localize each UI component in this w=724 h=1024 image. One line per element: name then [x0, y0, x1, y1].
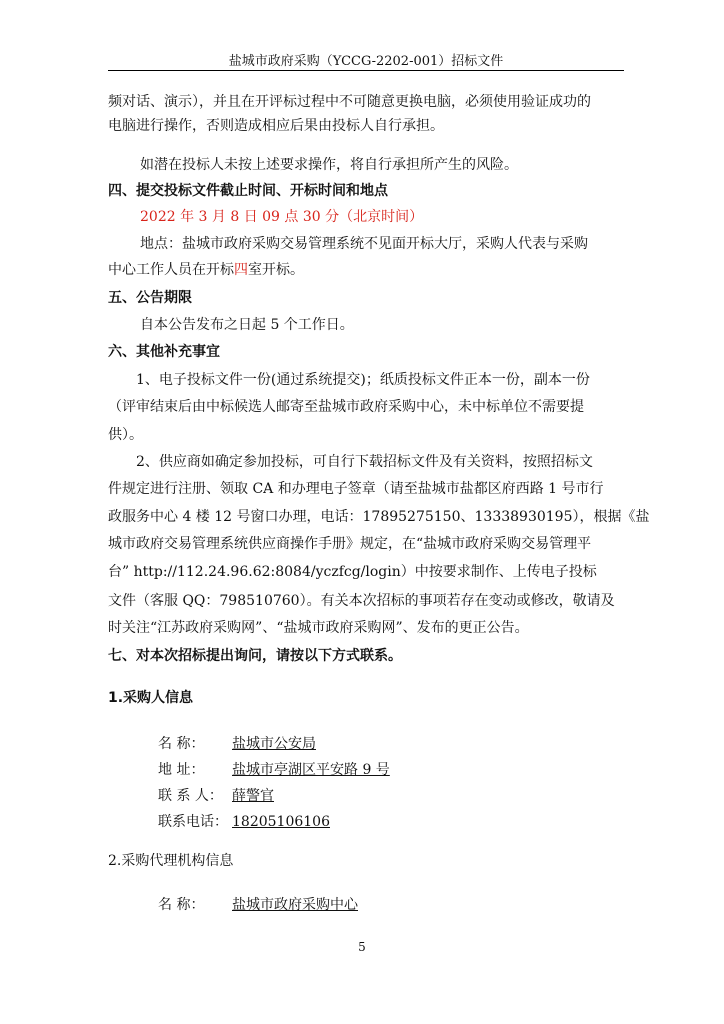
purchaser-heading: 1.采购人信息 — [108, 690, 194, 706]
purchaser-phone-row — [158, 814, 330, 830]
section-6-item-2-line-1: 2、供应商如确定参加投标，可自行下载招标文件及有关资料，按照招标文 — [136, 454, 593, 470]
section-7-heading: 七、对本次招标提出询问，请按以下方式联系。 — [108, 648, 402, 664]
section-6-item-1-line-3: 供）。 — [108, 427, 143, 443]
section-4-datetime: 2022 年 3 月 8 日 09 点 30 分（北京时间） — [140, 209, 424, 225]
section-6-item-1-line-1: 1、电子投标文件一份(通过系统提交)；纸质投标文件正本一份，副本一份 — [136, 372, 590, 388]
intro-line-2: 电脑进行操作，否则造成相应后果由投标人自行承担。 — [108, 118, 444, 134]
purchaser-name-row — [158, 736, 316, 752]
purchaser-contact-row — [158, 788, 274, 804]
section-6-item-1-line-2: （评审结束后由中标候选人邮寄至盐城市政府采购中心，未中标单位不需要提 — [108, 399, 584, 415]
section-6-item-2-line-2: 件规定进行注册、领取 CA 和办理电子签章（请至盐城市盐都区府西路 1 号市行 — [108, 481, 604, 497]
section-6-heading: 六、其他补充事宜 — [108, 344, 220, 360]
agency-name-label: 名 称： — [158, 897, 205, 913]
section-5-text: 自本公告发布之日起 5 个工作日。 — [140, 317, 354, 333]
agency-name-value: 盐城市政府采购中心 — [232, 897, 358, 913]
intro-line-3: 如潜在投标人未按上述要求操作，将自行承担所产生的风险。 — [140, 157, 518, 173]
section-4-location-line-2 — [108, 262, 304, 278]
purchaser-address-value: 盐城市亭湖区平安路 9 号 — [232, 762, 390, 778]
section-6-item-2-line-7: 时关注“江苏政府采购网”、“盐城市政府采购网”、发布的更正公告。 — [108, 620, 529, 636]
section-4-location-line-1: 地点：盐城市政府采购交易管理系统不见面开标大厅，采购人代表与采购 — [140, 236, 588, 252]
agency-heading: 2.采购代理机构信息 — [108, 853, 234, 869]
location-room-number: 四 — [234, 262, 248, 278]
section-6-item-2-line-3: 政服务中心 4 楼 12 号窗口办理，电话：17895275150、13338930195），根据《盐 — [108, 509, 650, 525]
section-6-item-2-line-6: 文件（客服 QQ：798510760）。有关本次招标的事项若存在变动或修改，敬请及 — [108, 593, 615, 609]
purchaser-name-value: 盐城市公安局 — [232, 736, 316, 752]
section-4-heading: 四、提交投标文件截止时间、开标时间和地点 — [108, 183, 388, 199]
purchaser-address-row — [158, 762, 390, 778]
section-5-heading: 五、公告期限 — [108, 290, 192, 306]
purchaser-phone-label: 联系电话： — [158, 814, 228, 830]
purchaser-contact-value: 薛警官 — [232, 788, 274, 804]
purchaser-contact-label: 联 系 人： — [158, 788, 223, 804]
agency-name-row — [158, 897, 358, 913]
page-number: 5 — [358, 940, 366, 954]
purchaser-phone-value: 18205106106 — [232, 814, 330, 830]
page-header-title: 盐城市政府采购（YCCG-2202-001）招标文件 — [228, 54, 504, 69]
location-text-a: 中心工作人员在开标 — [108, 262, 234, 278]
section-6-item-2-line-5: 台” http://112.24.96.62:8084/yczfcg/login）中按要求制作、上传电子投标 — [108, 564, 597, 580]
purchaser-name-label: 名 称： — [158, 736, 205, 752]
header-divider — [108, 70, 624, 71]
section-6-item-2-line-4: 城市政府交易管理系统供应商操作手册》规定，在“盐城市政府采购交易管理平 — [108, 536, 592, 552]
intro-line-1: 频对话、演示），并且在开评标过程中不可随意更换电脑，必须使用验证成功的 — [108, 94, 591, 110]
location-text-b: 室开标。 — [248, 262, 304, 278]
purchaser-address-label: 地 址： — [158, 762, 205, 778]
